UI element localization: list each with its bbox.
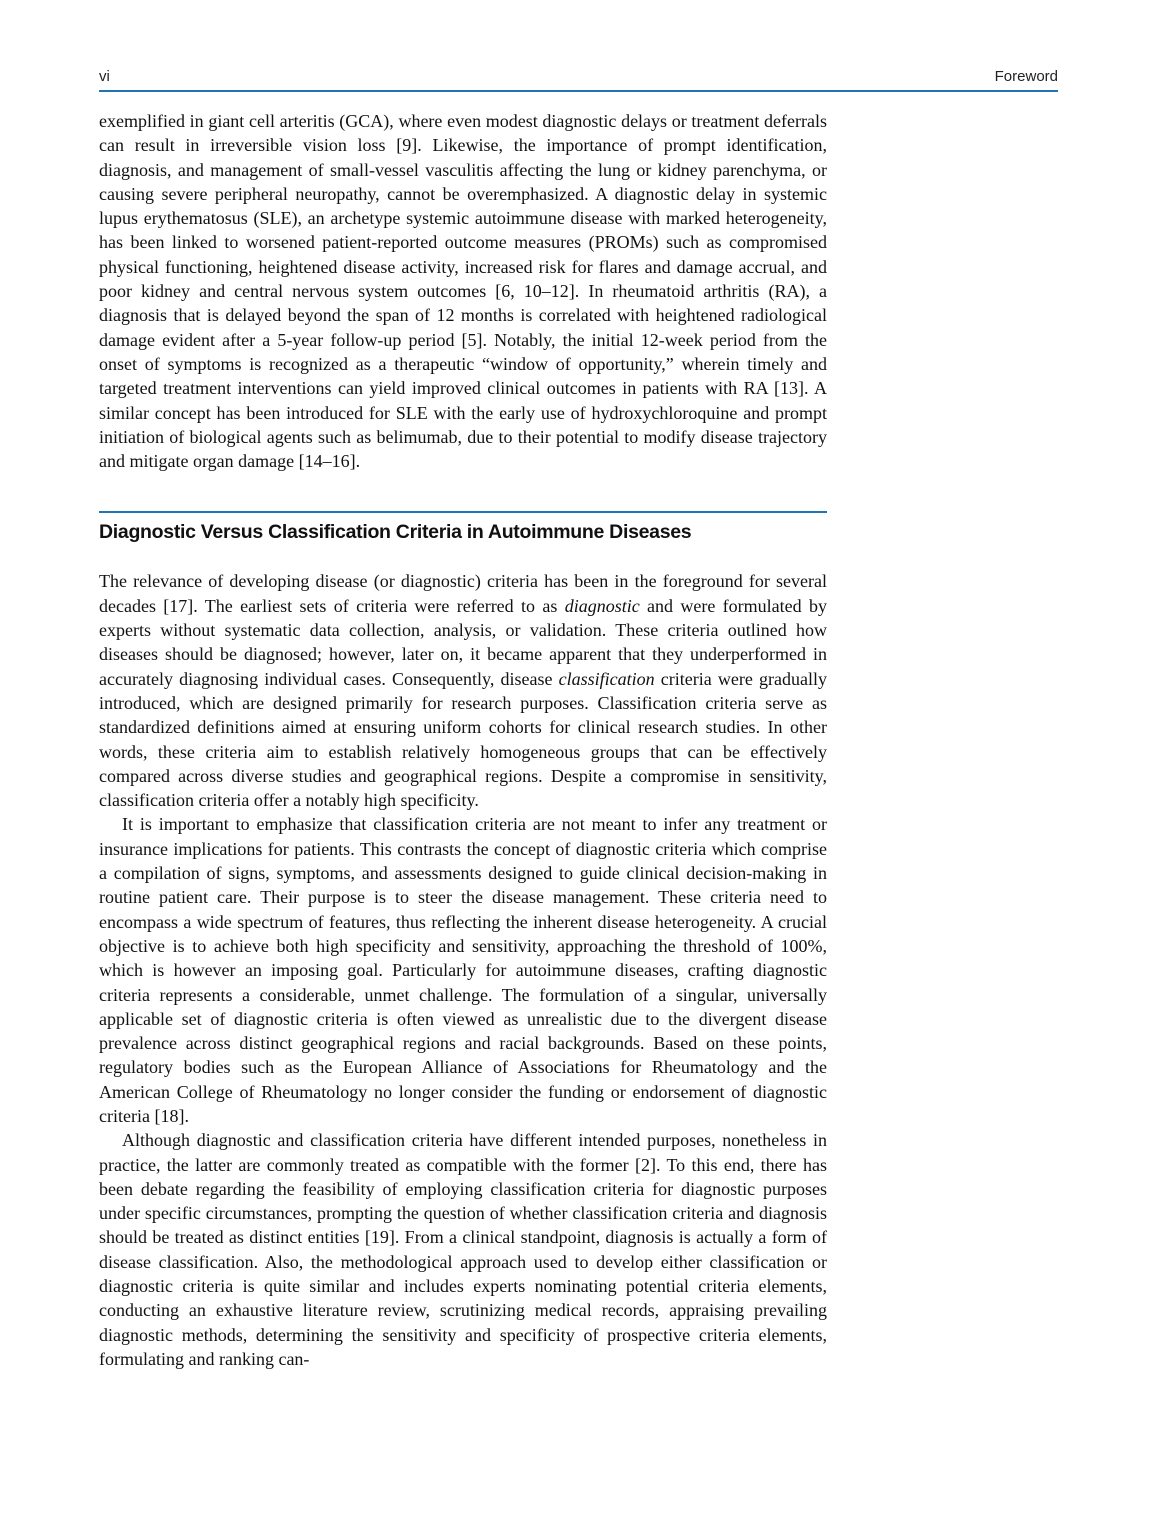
page-body <box>99 109 827 1371</box>
page-number: vi <box>99 68 110 85</box>
paragraph-text: and were formulated by experts without systematic data collection, analysis, or validation. These criteria outlined how diseases should be diagnosed; however, later on, it became apparent that they underperformed in accurately diagnosing individual cases. Consequently, disease <box>99 595 827 689</box>
section-heading-block <box>99 511 827 545</box>
section-paragraph-3: Although diagnostic and classification criteria have different intended purposes, nonetheless in practice, the latter are commonly treated as compatible with the former [2]. To this end, there has been debate regarding the feasibility of employing classification criteria for diagnostic purposes under specific circumstances, prompting the question of whether classification criteria and diagnosis should be treated as distinct entities [19]. From a clinical standpoint, diagnosis is actually a form of disease classification. Also, the methodological approach used to develop either classification or diagnostic criteria is quite similar and includes experts nominating potential criteria elements, conducting an exhaustive literature review, scrutinizing medical records, appraising prevailing diagnostic methods, determining the sensitivity and specificity of prospective criteria elements, formulating and ranking can- <box>99 1130 827 1369</box>
chapter-title: Foreword <box>994 68 1058 85</box>
intro-paragraph: exemplified in giant cell arteritis (GCA), where even modest diagnostic delays or treatment deferrals can result in irreversible vision loss [9]. Likewise, the importance of prompt identification, diagnosis, and management of small-vessel vasculitis affecting the lung or kidney parenchyma, or causing severe peripheral neuropathy, cannot be overemphasized. A diagnostic delay in systemic lupus erythematosus (SLE), an archetype systemic autoimmune disease with marked heterogeneity, has been linked to worsened patient-reported outcome measures (PROMs) such as compromised physical functioning, heightened disease activity, increased risk for flares and damage accrual, and poor kidney and central nervous system outcomes [6, 10–12]. In rheumatoid arthritis (RA), a diagnosis that is delayed beyond the span of 12 months is correlated with heightened radiological damage evident after a 5-year follow-up period [5]. Notably, the initial 12-week period from the onset of symptoms is recognized as a therapeutic “window of opportunity,” wherein timely and targeted treatment interventions can yield improved clinical outcomes in patients with RA [13]. A similar concept has been introduced for SLE with the early use of hydroxychloroquine and prompt initiation of biological agents such as belimumab, due to their potential to modify disease trajectory and mitigate organ damage [14–16]. <box>99 111 827 472</box>
running-header <box>99 66 1058 92</box>
section-paragraph-1 <box>99 569 827 812</box>
section-paragraph-2: It is important to emphasize that classification criteria are not meant to infer any treatment or insurance implications for patients. This contrasts the concept of diagnostic criteria which comprise a compilation of signs, symptoms, and assessments designed to guide clinical decision-making in routine patient care. Their purpose is to steer the disease management. These criteria need to encompass a wide spectrum of features, thus reflecting the inherent disease heterogeneity. A crucial objective is to achieve both high specificity and sensitivity, approaching the threshold of 100%, which is however an imposing goal. Particularly for autoimmune diseases, crafting diagnostic criteria represents a considerable, unmet challenge. The formulation of a singular, universally applicable set of diagnostic criteria is often viewed as unrealistic due to the divergent disease prevalence across distinct geographical regions and racial backgrounds. Based on these points, regulatory bodies such as the European Alliance of Associations for Rheumatology and the American College of Rheumatology no longer consider the funding or endorsement of diagnostic criteria [18]. <box>99 814 827 1126</box>
paragraph-text: The relevance of developing disease (or diagnostic) criteria has been in the foreground for several decades [17]. The earliest sets of criteria were referred to as <box>99 571 827 616</box>
emphasis-diagnostic: diagnostic <box>564 595 640 616</box>
emphasis-classification: classification <box>558 668 655 689</box>
paragraph-text: criteria were gradually introduced, which are designed primarily for research purposes. Classification criteria serve as standardized definitions aimed at ensuring uniform cohorts for clinical research studies. In other words, these criteria aim to establish relatively homogeneous groups that can be effectively compared across diverse studies and geographical regions. Despite a compromise in sensitivity, classification criteria offer a notably high specificity. <box>99 668 828 811</box>
section-heading: Diagnostic Versus Classification Criteria in Autoimmune Diseases <box>99 521 692 544</box>
